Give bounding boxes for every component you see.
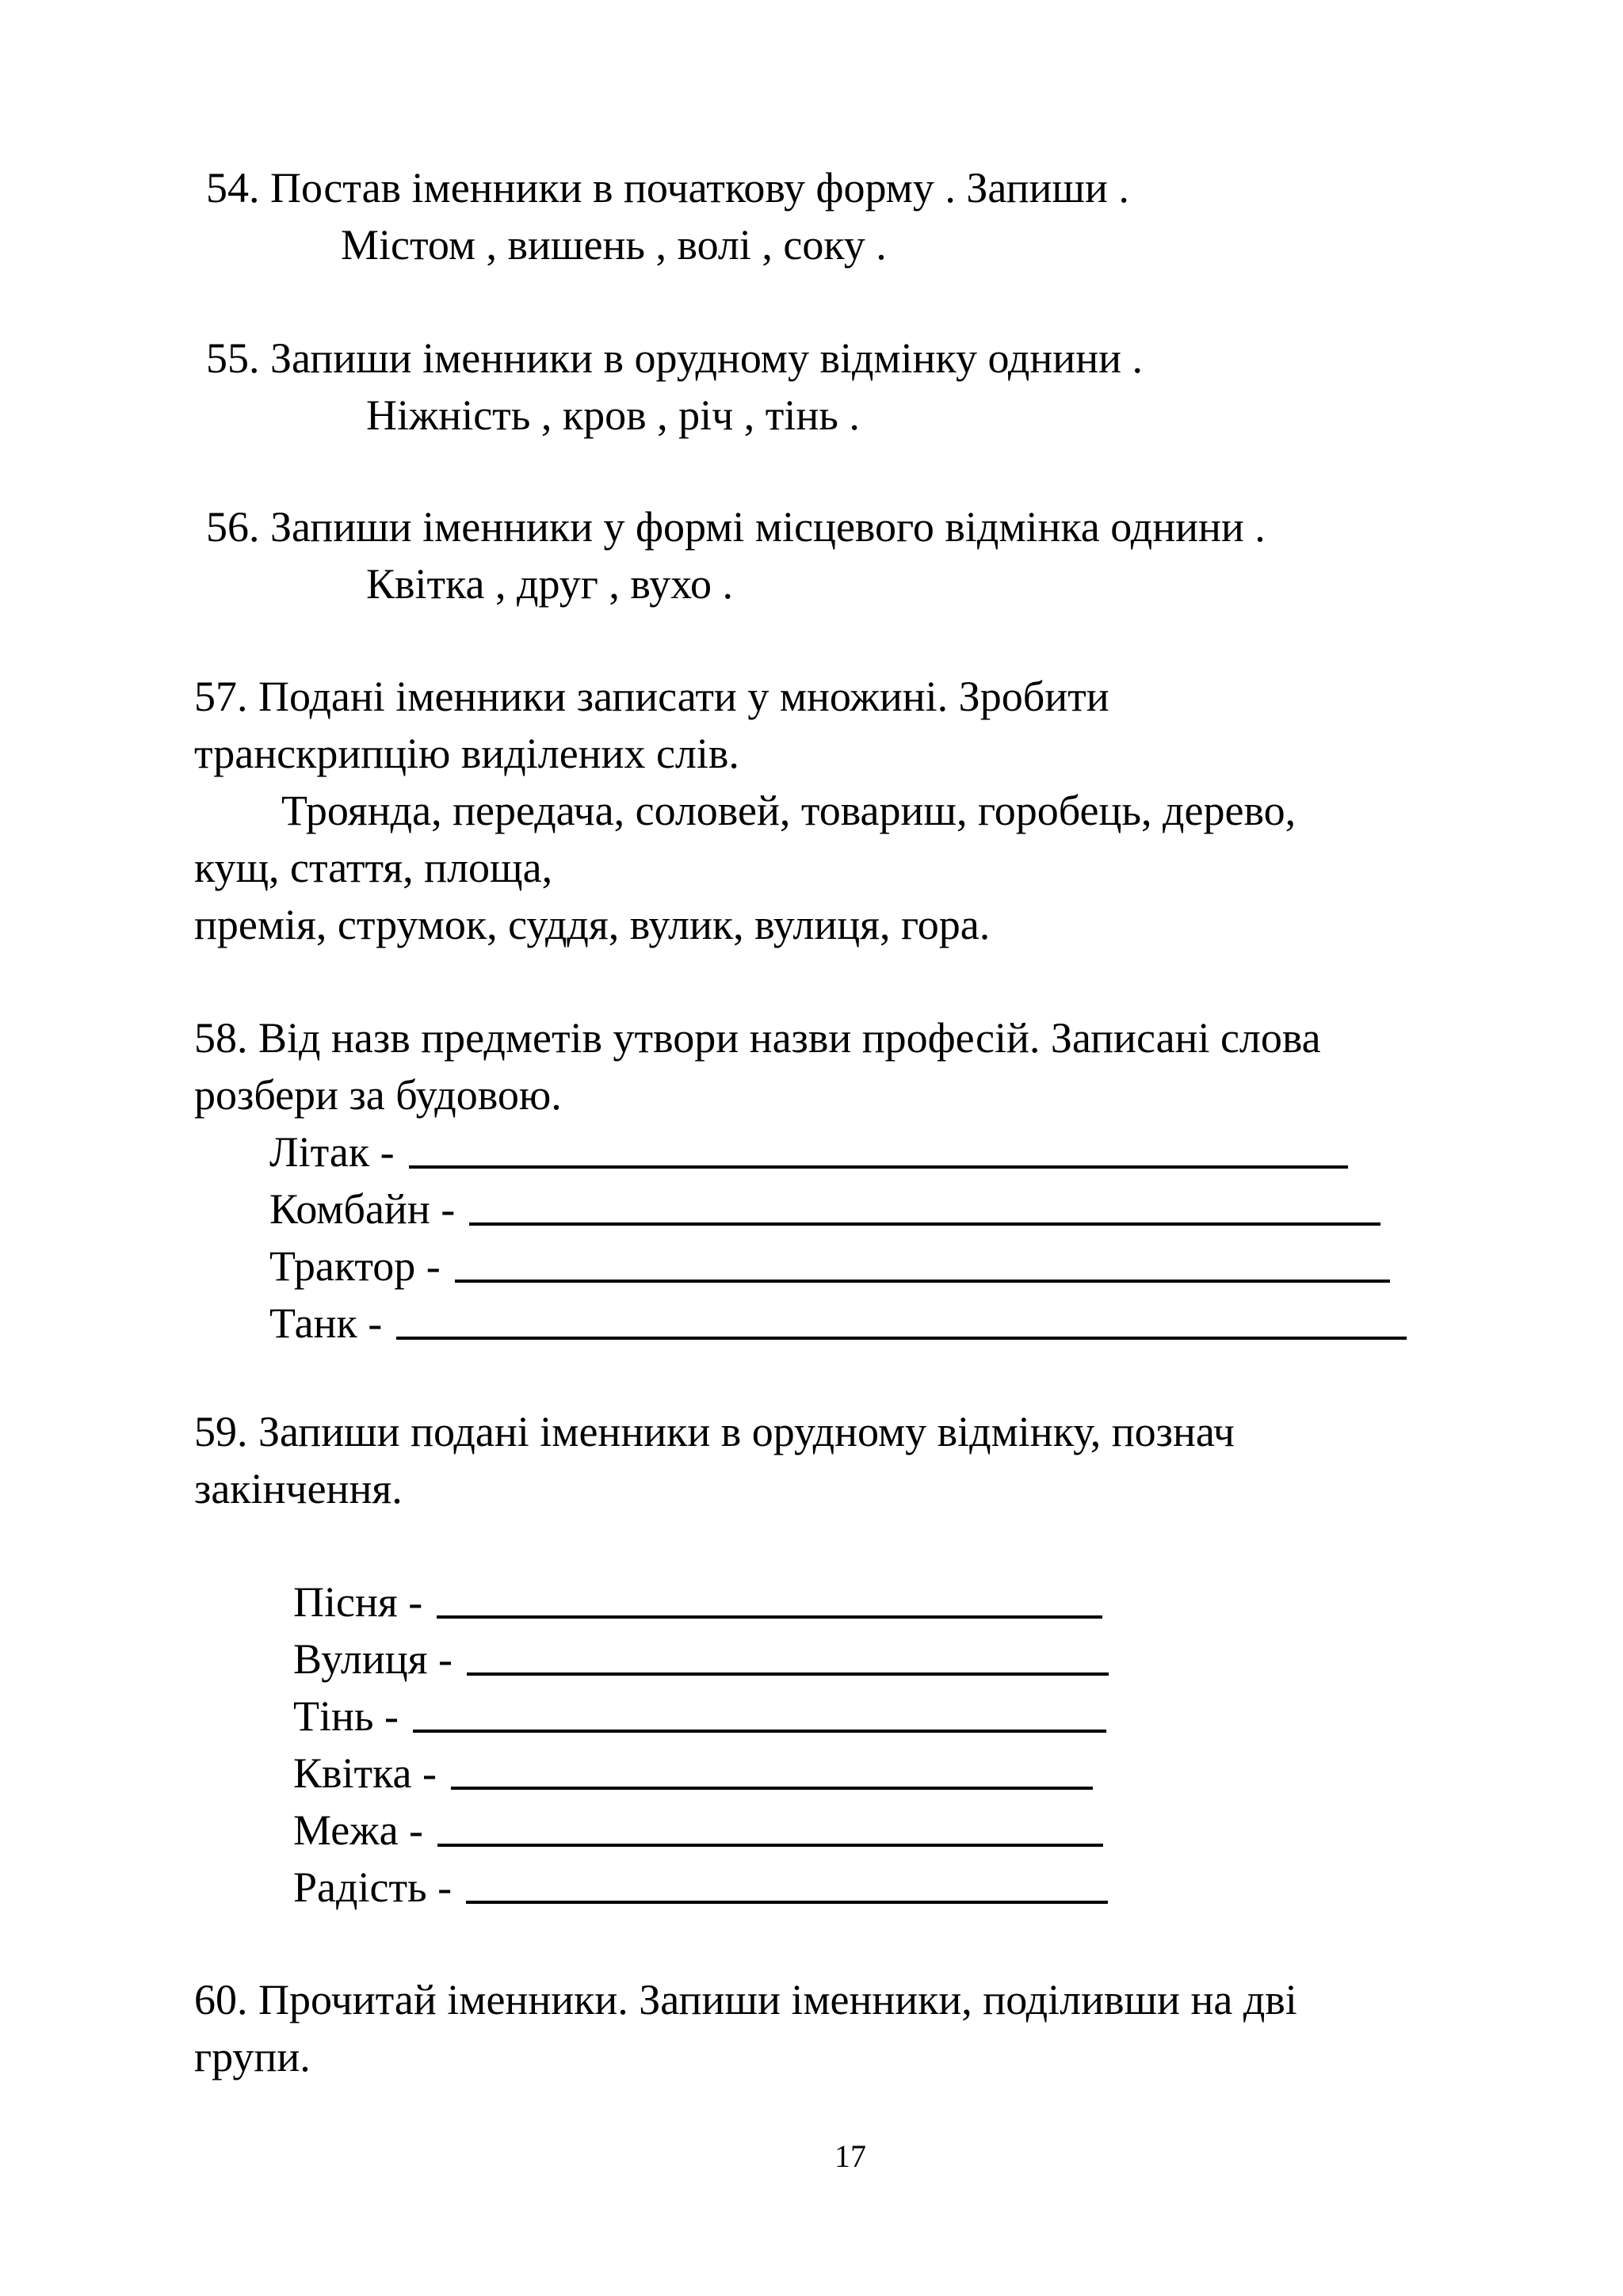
answer-blank[interactable] <box>437 1615 1102 1619</box>
exercise-57-line-3: Троянда, передача, соловей, товариш, горобець, дерево, <box>281 787 1296 834</box>
answer-blank[interactable] <box>455 1280 1390 1283</box>
answer-blank[interactable] <box>451 1787 1093 1790</box>
exercise-58-word: Літак - <box>269 1128 395 1176</box>
exercise-58-line-1: 58. Від назв предметів утвори назви професій. Записані слова <box>194 1014 1321 1062</box>
exercise-58-row-3 <box>269 1242 1390 1290</box>
exercise-59-word: Радість - <box>293 1863 453 1911</box>
exercise-58-line-2: розбери за будовою. <box>194 1071 562 1119</box>
exercise-58-row-1 <box>269 1128 1348 1176</box>
exercise-58-word: Трактор - <box>269 1242 441 1290</box>
exercise-59-row-6 <box>293 1863 1108 1911</box>
exercise-57-line-5: премія, струмок, суддя, вулик, вулиця, гора. <box>194 901 991 948</box>
exercise-56-task: 56. Запиши іменники у формі місцевого відмінка однини . <box>206 503 1266 551</box>
answer-blank[interactable] <box>466 1901 1108 1904</box>
answer-blank[interactable] <box>467 1672 1109 1676</box>
exercise-58-word: Комбайн - <box>269 1185 456 1233</box>
exercise-59-word: Вулиця - <box>293 1635 453 1683</box>
exercise-60-line-1: 60. Прочитай іменники. Запиши іменники, поділивши на дві <box>194 1976 1297 2023</box>
exercise-59-word: Межа - <box>293 1806 424 1854</box>
answer-blank[interactable] <box>413 1730 1106 1733</box>
exercise-59-word: Тінь - <box>293 1692 399 1740</box>
exercise-58-row-2 <box>269 1185 1381 1233</box>
page-number: 17 <box>834 2138 866 2174</box>
exercise-59-row-2 <box>293 1635 1109 1683</box>
exercise-54-words: Містом , вишень , волі , соку . <box>341 221 887 269</box>
answer-blank[interactable] <box>396 1337 1407 1340</box>
exercise-56-words: Квітка , друг , вухо . <box>366 560 734 608</box>
exercise-57-line-2: транскрипцію виділених слів. <box>194 730 739 777</box>
exercise-59-word: Пісня - <box>293 1578 423 1626</box>
exercise-59-line-1: 59. Запиши подані іменники в орудному відмінку, познач <box>194 1408 1235 1455</box>
exercise-60-line-2: групи. <box>194 2033 311 2081</box>
exercise-55-words: Ніжність , кров , річ , тінь . <box>366 391 860 439</box>
exercise-57-line-1: 57. Подані іменники записати у множині. Зробити <box>194 673 1109 720</box>
exercise-59-row-5 <box>293 1806 1103 1854</box>
exercise-55-task: 55. Запиши іменники в орудному відмінку однини . <box>206 334 1143 382</box>
answer-blank[interactable] <box>437 1844 1103 1847</box>
exercise-59-row-1 <box>293 1578 1102 1626</box>
exercise-59-word: Квітка - <box>293 1749 437 1797</box>
exercise-57-line-4: кущ, стаття, площа, <box>194 844 553 891</box>
exercise-59-row-4 <box>293 1749 1093 1797</box>
exercise-54-task: 54. Постав іменники в початкову форму . Запиши . <box>206 164 1129 212</box>
exercise-58-word: Танк - <box>269 1299 383 1347</box>
answer-blank[interactable] <box>409 1165 1348 1169</box>
exercise-59-row-3 <box>293 1692 1106 1740</box>
answer-blank[interactable] <box>469 1222 1381 1226</box>
exercise-58-row-4 <box>269 1299 1407 1347</box>
exercise-59-line-2: закінчення. <box>194 1465 403 1512</box>
